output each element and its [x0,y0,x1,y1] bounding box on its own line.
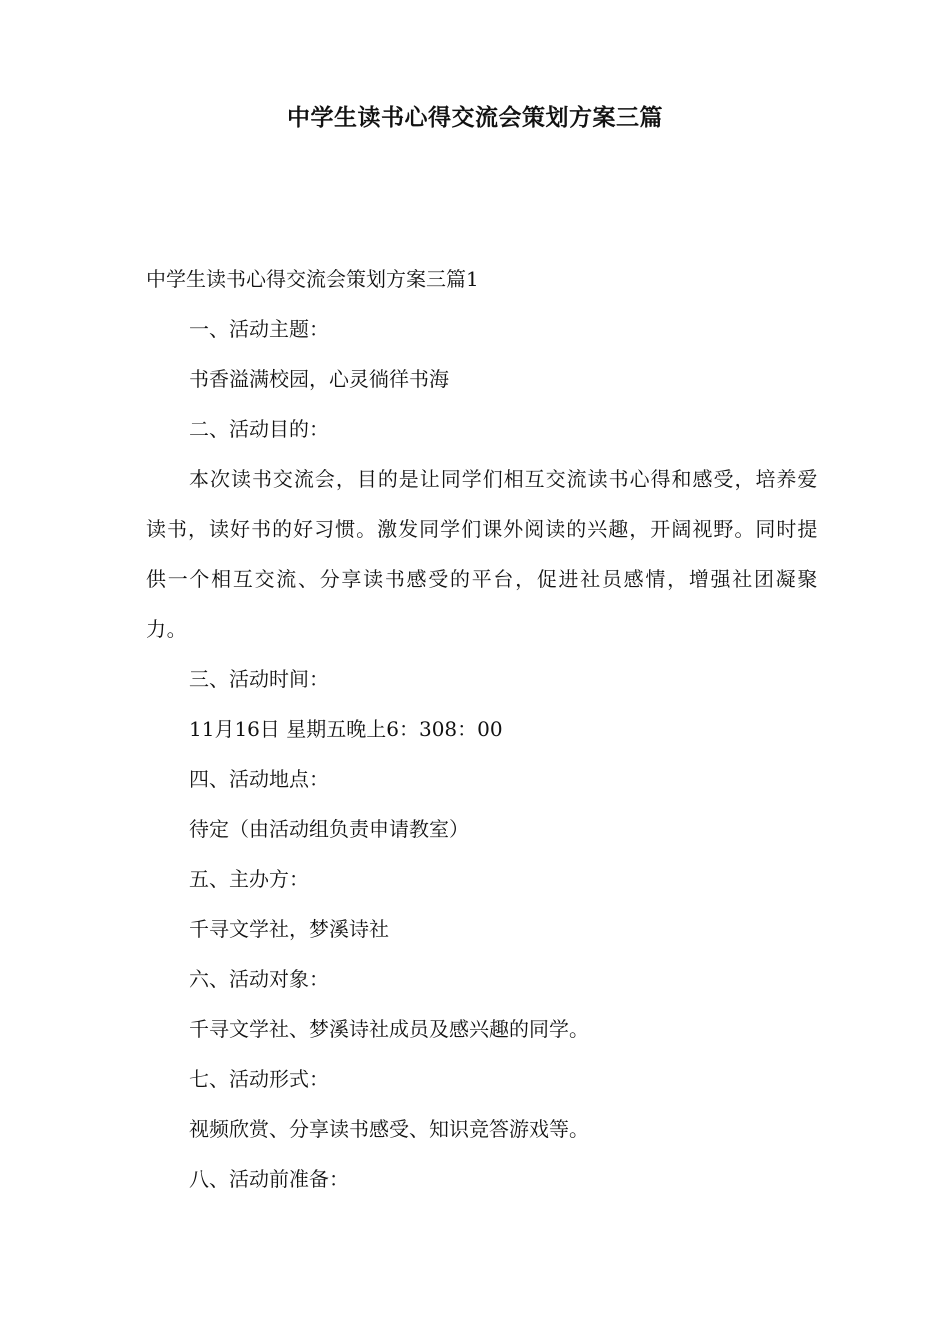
format-text: 视频欣赏、分享读书感受、知识竞答游戏等。 [189,1117,589,1141]
place-text: 待定（由活动组负责申请教室） [189,817,469,841]
time-text: 11月16日 星期五晚上6：308：00 [189,717,503,741]
purpose-paragraph: 本次读书交流会，目的是让同学们相互交流读书心得和感受，培养爱读书，读好书的好习惯。激发同学们课外阅读的兴趣，开阔视野。同时提供一个相互交流、分享读书感受的平台，促进社员感情，增强社团凝聚力。 [146,467,818,641]
organizer-text: 千寻文学社，梦溪诗社 [189,917,389,941]
section-subtitle: 中学生读书心得交流会策划方案三篇1 [146,267,479,291]
theme-heading: 一、活动主题： [189,317,329,341]
audience-heading: 六、活动对象： [189,967,329,991]
format-heading: 七、活动形式： [189,1067,329,1091]
document-body [146,254,818,1204]
organizer-heading: 五、主办方： [189,867,309,891]
purpose-heading: 二、活动目的： [189,417,329,441]
document-title: 中学生读书心得交流会策划方案三篇 [287,104,663,131]
theme-text: 书香溢满校园，心灵徜徉书海 [189,367,449,391]
time-heading: 三、活动时间： [189,667,329,691]
place-heading: 四、活动地点： [189,767,329,791]
preparation-heading: 八、活动前准备： [189,1167,349,1191]
audience-text: 千寻文学社、梦溪诗社成员及感兴趣的同学。 [189,1017,589,1041]
